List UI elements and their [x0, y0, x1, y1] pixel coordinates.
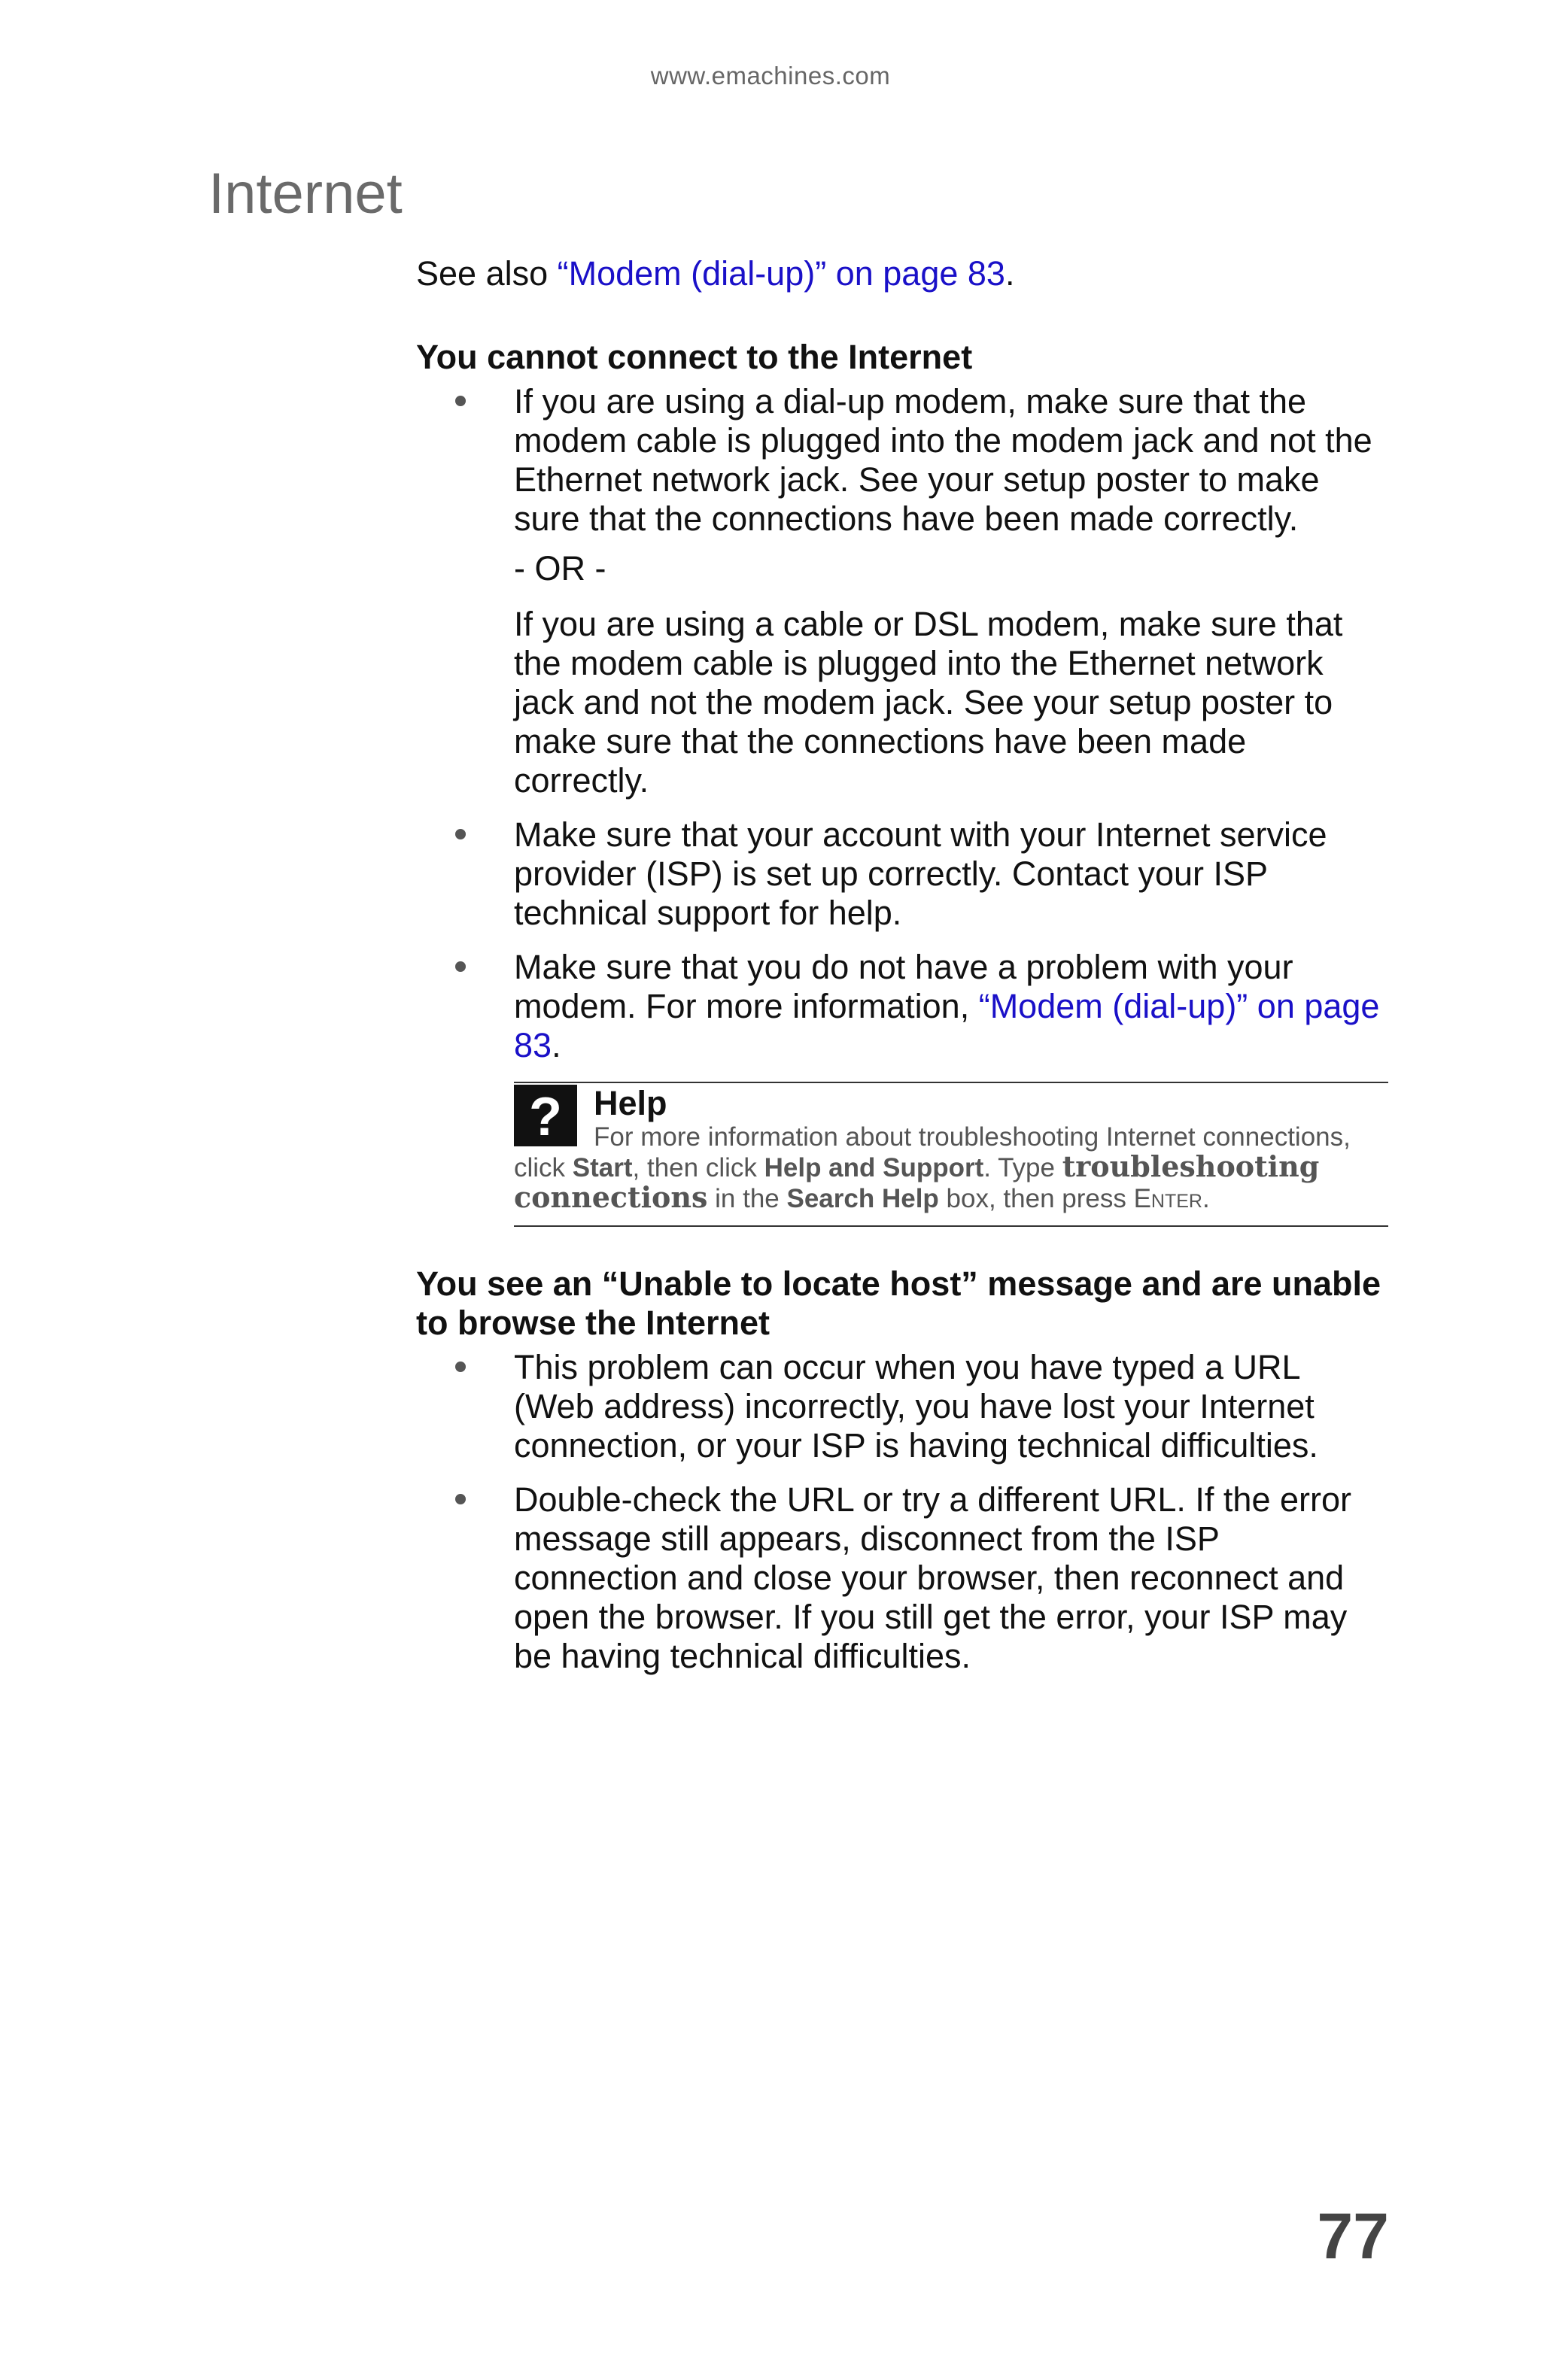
help-box	[514, 1082, 1388, 1227]
bullet-icon	[455, 961, 466, 972]
help-and-support-label: Help and Support	[764, 1153, 984, 1182]
cannot-connect-list	[416, 382, 1389, 1065]
list-item	[416, 382, 1389, 800]
url-problem-text: This problem can occur when you have typed a URL (Web address) incorrectly, you have lost your Internet connection, or your ISP is having technical difficulties.	[514, 1348, 1318, 1465]
help-body	[514, 1122, 1388, 1213]
unable-locate-host-list	[416, 1348, 1389, 1676]
help-text: box, then press	[938, 1184, 1134, 1213]
help-title: Help	[594, 1084, 667, 1122]
help-question-icon: ?	[514, 1085, 577, 1146]
see-also-prefix: See also	[416, 254, 558, 293]
modem-dialup-link[interactable]: “Modem (dial-up)” on page 83	[557, 254, 1005, 293]
main-content	[416, 254, 1389, 1691]
modem-dialup-link[interactable]: “Modem (dial-up)” on page 83	[514, 987, 1380, 1064]
help-text: in the	[707, 1184, 787, 1213]
bullet-icon	[455, 1362, 466, 1372]
double-check-url-text: Double-check the URL or try a different URL. If the error message still appears, disconnect from the ISP connection and close your browser, then reconnect and open the browser. If you still get the error, your ISP may be having technical difficulties.	[514, 1480, 1351, 1675]
bullet-icon	[455, 396, 466, 406]
help-text: . Type	[983, 1153, 1062, 1182]
dialup-modem-paragraph: If you are using a dial-up modem, make sure that the modem cable is plugged into the modem jack and not the Ethernet network jack. See your setup poster to make sure that the connections have been made correctly.	[514, 382, 1372, 538]
start-label: Start	[572, 1153, 633, 1182]
modem-problem-suffix: .	[552, 1026, 561, 1064]
section-heading-cannot-connect: You cannot connect to the Internet	[416, 338, 973, 376]
bullet-icon	[455, 829, 466, 839]
modem-problem-text: Make sure that you do not have a problem with your modem. For more information,	[514, 948, 1293, 1025]
section-heading-unable-locate-host: You see an “Unable to locate host” message and are unable to browse the Internet	[416, 1264, 1381, 1342]
help-text: For more information about troubleshooting Internet connections, click	[514, 1122, 1351, 1182]
or-separator: - OR -	[514, 549, 606, 587]
cable-dsl-paragraph: If you are using a cable or DSL modem, make sure that the modem cable is plugged into the Ethernet network jack and not the modem jack. See your setup poster to make sure that the connections have been made correctly.	[514, 605, 1343, 800]
list-item	[416, 948, 1389, 1065]
page-title: Internet	[208, 162, 403, 226]
page-number: 77	[1317, 2200, 1389, 2272]
list-item	[416, 1480, 1389, 1676]
help-text: , then click	[632, 1153, 764, 1182]
site-url: www.emachines.com	[650, 62, 891, 90]
search-term: troubleshooting connections	[514, 1149, 1320, 1214]
see-also-line	[416, 254, 1389, 293]
see-also-suffix: .	[1005, 254, 1015, 293]
search-help-label: Search Help	[786, 1184, 939, 1213]
help-text: .	[1202, 1184, 1210, 1213]
list-item	[416, 1348, 1389, 1465]
enter-key-label: Enter	[1133, 1184, 1202, 1213]
list-item	[416, 815, 1389, 933]
bullet-icon	[455, 1494, 466, 1504]
isp-account-text: Make sure that your account with your Internet service provider (ISP) is set up correctly. Contact your ISP technical support for help.	[514, 815, 1327, 932]
